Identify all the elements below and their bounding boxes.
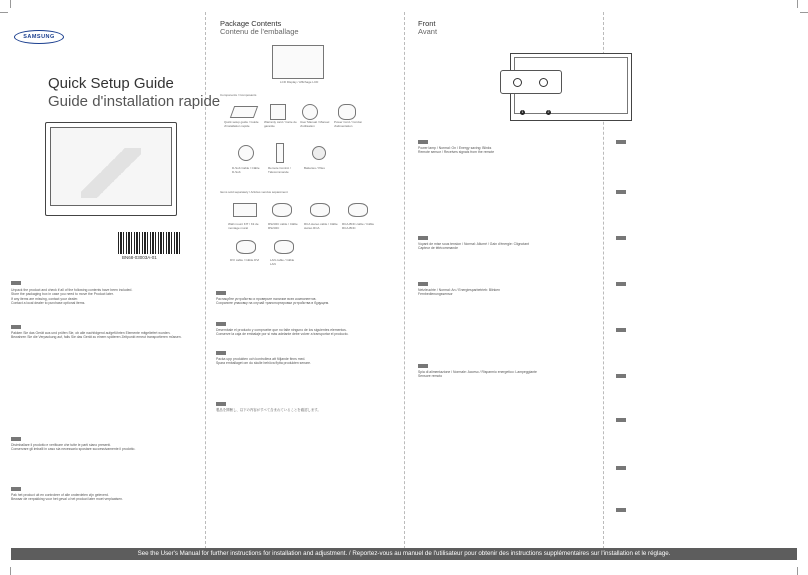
components-label: Components / Composants — [220, 93, 257, 97]
lang-tag — [616, 508, 626, 512]
lang-tag — [616, 190, 626, 194]
marker-1: 1 — [521, 110, 524, 114]
lang-text-rus: Распакуйте устройство и проверьте наличие всех компонентов. Сохраните упаковку на случай транспортировки устройства в будущем. — [216, 297, 330, 306]
monitor-illustration — [45, 122, 177, 216]
package-heading — [220, 20, 299, 37]
lang-tag — [616, 418, 626, 422]
panel-divider — [404, 12, 405, 549]
item-rca-bnc — [348, 203, 368, 217]
item-quick-guide — [230, 106, 258, 118]
lang-text-ita: Disimballare il prodotto e verificare che tutte le parti siano presenti. Conservare gli imballi in caso sia necessario spostare successivamente il prodotto. — [11, 443, 136, 452]
lang-tag — [11, 325, 21, 329]
monitor-screen — [50, 127, 172, 206]
package-heading-en: Package Contents — [220, 19, 282, 28]
lang-tag — [616, 374, 626, 378]
front-heading-fr: Avant — [418, 27, 438, 37]
crop-mark — [10, 0, 11, 8]
item-wall-mount — [233, 203, 257, 217]
row4-label-2: LAN cable / Câble LAN — [270, 258, 295, 266]
footer-note: See the User's Manual for further instructions for installation and adjustment. / Reportez-vous au manuel de l'utilisateur pour obtenir des instructions supplémentaires sur l'installation et le réglage. — [11, 548, 797, 560]
lang-text-esp: Desembale el producto y compruebe que no falte ninguno de los siguientes elementos. Conserve la caja de embalaje por si más adelante debe volver a transportar el producto. — [216, 328, 349, 337]
item-batteries — [312, 146, 326, 160]
lang-tag — [216, 322, 226, 326]
item-rs232c — [272, 203, 292, 217]
front-text-fra: Voyant de mise sous tension / Normal: Allumé / Gain d'énergie: Clignotant Capteur de télécommande — [418, 242, 529, 251]
lang-tag — [216, 291, 226, 295]
title-english: Quick Setup Guide — [48, 75, 174, 92]
front-heading-en: Front — [418, 19, 436, 28]
barcode — [118, 232, 180, 254]
item-remote — [276, 143, 284, 163]
package-heading-fr: Contenu de l'emballage — [220, 27, 299, 37]
front-text-eng: Power lamp / Normal: On / Energy saving: Blinks Remote sensor / Receives signals from the remote — [418, 146, 495, 155]
sold-separately-label: Items sold separately / Articles vendus séparément — [220, 190, 288, 194]
crop-mark — [797, 0, 798, 8]
item-dsub-cable — [238, 145, 254, 161]
crop-mark — [800, 12, 808, 13]
front-text-ita: Spia di alimentazione / Normale: Acceso / Risparmio energetico: Lampeggiante Sensore remoto — [418, 370, 537, 379]
row2-label-1: D-Sub Cable / Câble D-Sub — [232, 166, 260, 174]
lang-tag — [616, 466, 626, 470]
lang-tag — [616, 282, 626, 286]
lang-text-ned: Pak het product uit en controleer of alle onderdelen zijn geleverd. Bewaar de verpakking voor het geval u het product later moet verplaatsen. — [11, 493, 123, 502]
front-heading — [418, 20, 437, 37]
row2-label-3: Batteries / Piles — [304, 166, 325, 170]
crop-mark — [10, 567, 11, 575]
row1-label-4: Power Cord / Cordon d'alimentation — [334, 120, 363, 128]
sensor-panel-zoom — [500, 70, 562, 94]
marker-2: 2 — [547, 110, 550, 114]
lang-tag — [418, 140, 428, 144]
row1-label-1: Quick setup guide / Guide d'installation rapide — [224, 120, 259, 128]
lang-tag — [418, 282, 428, 286]
item-warranty-card — [270, 104, 286, 120]
item-rca-stereo — [310, 203, 330, 217]
row1-label-3: User Manual / Manuel d'utilisation — [300, 120, 330, 128]
lang-text-deu: Pakken Sie das Gerät aus und prüfen Sie, ob alle nachfolgend aufgeführten Elemente mitgeliefert wurden. Bewahren Sie die Verpackung auf, falls Sie das Gerät zu einem späteren Zeitpunkt erneut transportieren müssen. — [11, 331, 182, 340]
lang-tag — [418, 236, 428, 240]
row3-label-3: RCA stereo cable / Câble stéréo RCA — [304, 222, 338, 230]
lang-tag — [616, 140, 626, 144]
lang-tag — [418, 364, 428, 368]
row3-label-2: RS232C cable / Câble RS232C — [268, 222, 298, 230]
row4-label-1: DVI cable / Câble DVI — [230, 258, 260, 262]
row3-label-4: RCA-BNC cable / Câble RCA-BNC — [342, 222, 375, 230]
lcd-label: LCD Display / Affichage LCD — [280, 80, 319, 84]
samsung-logo: SAMSUNG — [14, 30, 64, 44]
lang-text-jpn: 製品を開梱し、以下の内容がすべて含まれていることを確認します。 — [216, 408, 321, 412]
lang-tag — [11, 281, 21, 285]
row2-label-2: Remote Control / Télécommande — [268, 166, 291, 174]
screen-reflection — [81, 148, 141, 198]
item-user-manual — [302, 104, 318, 120]
lang-tag — [616, 236, 626, 240]
lang-tag — [616, 328, 626, 332]
lang-text-sve: Packa upp produkten och kontrollera att följande finns med. Spara emballaget om du skulle behöva flytta produkten senare. — [216, 357, 311, 366]
crop-mark — [0, 12, 8, 13]
front-text-deu: Netzleuchte / Normal: An / Energiesparbetrieb: Blinken Fernbedienungssensor — [418, 288, 500, 297]
lang-tag — [11, 487, 21, 491]
lang-tag — [216, 402, 226, 406]
row3-label-1: Wall mount KIT / Kit de montage mural — [228, 222, 259, 230]
lang-text-eng: Unpack the product and check if all of the following contents have been included. Store the packaging box in case you need to move the Product later. If any items are missing, contact your dealer. Contact a local dealer to purchase optional items. — [11, 288, 133, 305]
power-lamp — [513, 78, 522, 87]
item-dvi-cable — [236, 240, 256, 254]
lcd-display-image — [272, 45, 324, 79]
remote-sensor — [539, 78, 548, 87]
barcode-number: BN68-03003A-01 — [122, 255, 157, 260]
item-lan-cable — [274, 240, 294, 254]
title-french: Guide d'installation rapide — [48, 93, 221, 110]
lang-tag — [11, 437, 21, 441]
crop-mark — [797, 567, 798, 575]
item-power-cord — [338, 104, 356, 120]
lang-tag — [216, 351, 226, 355]
row1-label-2: Warranty card / Carte de garantie — [264, 120, 297, 128]
